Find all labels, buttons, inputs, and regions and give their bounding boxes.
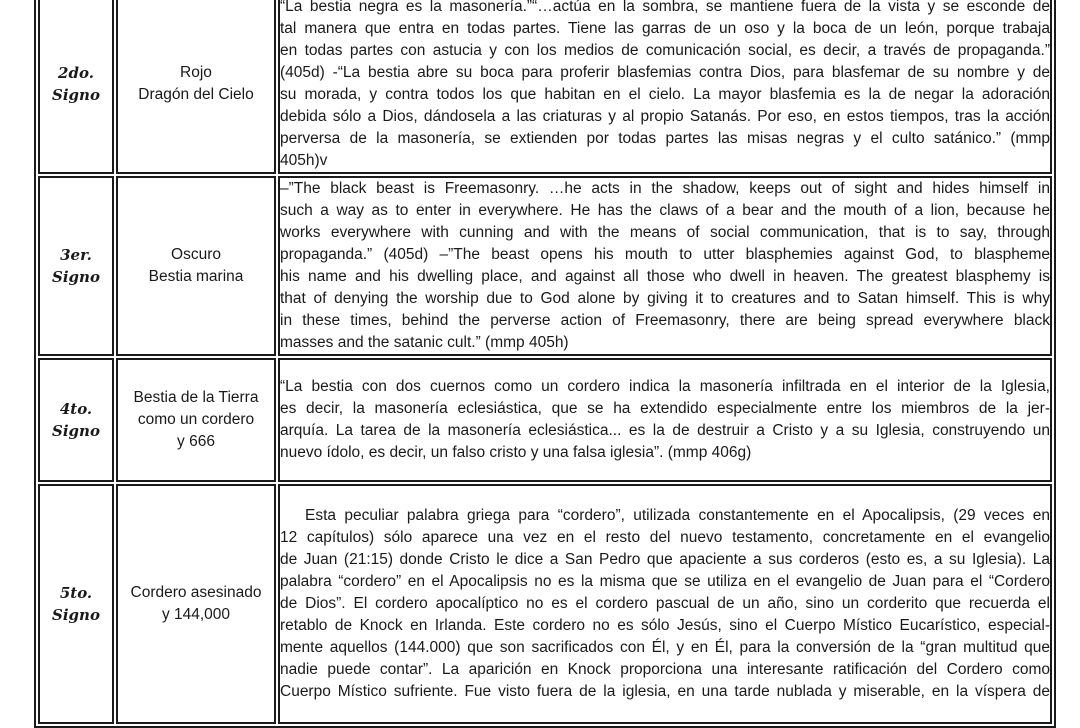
text-line: masses and the satanic cult.” (mmp 405h) bbox=[280, 334, 569, 351]
text-line: en todas partes con astucia y con los medios de comunicación social, es decir, a través de propaganda.” bbox=[280, 42, 1050, 59]
sign-cell bbox=[38, 0, 114, 174]
sign-cell bbox=[38, 484, 114, 724]
name-line: y 666 bbox=[177, 433, 215, 450]
text-line: tal manera que entra en todas partes. Tiene las garras de un oso y la boca de un león, porque trabaja bbox=[280, 20, 1050, 37]
name-line: Bestia marina bbox=[148, 268, 244, 285]
name-line: Rojo bbox=[180, 64, 212, 81]
text-line: Cuerpo Místico sufriente. Fue visto fuera de la iglesia, en una tarde nublada y miserable, en la víspera de bbox=[280, 683, 1050, 700]
text-line: es decir, la masonería eclesiástica, que se ha extendido especialmente entre los miembros de la jer- bbox=[280, 400, 1050, 417]
name-line: Bestia de la Tierra bbox=[133, 389, 259, 406]
sign-cell bbox=[38, 176, 114, 356]
sign-word: Signo bbox=[52, 86, 100, 104]
text-line: –”The black beast is Freemasonry. …he acts in the shadow, keeps out of sight and hides himself in bbox=[280, 180, 1050, 197]
text-line: retablo de Knock en Irlanda. Este cordero no es sólo Jesús, sino el Cuerpo Místico Eucarístico, especial- bbox=[280, 617, 1050, 634]
text-line: Esta peculiar palabra griega para “cordero”, utilizada constantemente en el Apocalipsis, (29 veces en bbox=[280, 507, 1050, 524]
name-line: y 144,000 bbox=[161, 606, 231, 623]
text-line: de Juan (21:15) donde Cristo le dice a San Pedro que apaciente a sus corderos (esto es, a su Iglesia). La bbox=[280, 551, 1050, 568]
sign-word: Signo bbox=[52, 422, 100, 440]
text-line: 405h)v bbox=[280, 152, 328, 169]
table-row bbox=[38, 484, 1052, 724]
sign-number: 3er. bbox=[60, 246, 92, 264]
name-cell bbox=[116, 0, 276, 174]
text-line: in these times, behind the perverse action of Freemasonry, there are being spread everywhere black bbox=[280, 312, 1050, 329]
name-line: como un cordero bbox=[137, 411, 255, 428]
text-line: 12 capítulos) sólo aparece una vez en el resto del nuevo testamento, concretamente en el evangelio bbox=[280, 529, 1050, 546]
name-cell bbox=[116, 176, 276, 356]
signs-table bbox=[34, 0, 1056, 728]
text-line: perversa de la masonería, se extienden por todas partes las misas negras y el culto satánico.” (mmp bbox=[280, 130, 1050, 147]
table-row bbox=[38, 358, 1052, 482]
name-cell bbox=[116, 484, 276, 724]
text-line: “La bestia con dos cuernos como un cordero indica la masonería infiltrada en el interior de la Iglesia, bbox=[280, 378, 1050, 395]
text-cell bbox=[278, 358, 1052, 482]
text-cell bbox=[278, 176, 1052, 356]
text-line: palabra “cordero” en el Apocalipsis no es la misma que se utiliza en el evangelio de Juan para el “Cordero bbox=[280, 573, 1050, 590]
name-line: Oscuro bbox=[171, 246, 221, 263]
text-line: nadie puede contar”. La aparición en Knock proporciona una interesante ratificación del Cordero como bbox=[280, 661, 1050, 678]
text-line: nuevo ídolo, es decir, un falso cristo y una falsa iglesia”. (mmp 406g) bbox=[280, 444, 752, 461]
name-cell bbox=[116, 358, 276, 482]
text-line: propaganda.” (405d) –”The beast opens his mouth to utter blasphemies against God, to blaspheme bbox=[280, 246, 1050, 263]
sign-number: 4to. bbox=[59, 400, 93, 418]
table-row bbox=[38, 0, 1052, 174]
name-line: Dragón del Cielo bbox=[138, 86, 254, 103]
text-line: (405d) -“La bestia abre su boca para proferir blasfemias contra Dios, para blasfemar de su nombre y de bbox=[280, 64, 1050, 81]
text-line: mente aquellos (144.000) que son sacrificados con Él, y en Él, para la conversión de la “gran multitud que bbox=[280, 639, 1050, 656]
text-line: debida sólo a Dios, dándosela a las criaturas y al propio Satanás. Por eso, en estos tiempos, tras la acción bbox=[280, 108, 1050, 125]
sign-number: 5to. bbox=[59, 584, 93, 602]
text-line: arquía. La tarea de la masonería eclesiástica... es la de destruir a Cristo y a su Iglesia, construyendo un bbox=[280, 422, 1050, 439]
text-line: his name and his dwelling place, and against all those who dwell in heaven. The greatest blasphemy is bbox=[280, 268, 1050, 285]
sign-cell bbox=[38, 358, 114, 482]
table-row bbox=[38, 176, 1052, 356]
text-cell bbox=[278, 484, 1052, 724]
text-line: de Dios”. El cordero apocalíptico no es el cordero pascual de un año, sino un corderito que recuerda el bbox=[280, 595, 1050, 612]
text-line: “La bestia negra es la masonería.”“…actúa en la sombra, se mantiene fuera de la vista y se esconde de bbox=[280, 0, 1050, 15]
sign-word: Signo bbox=[52, 268, 100, 286]
sign-word: Signo bbox=[52, 606, 100, 624]
text-line: that of denying the worship due to God alone by giving it to creatures and to Satan himself. This is why bbox=[280, 290, 1050, 307]
text-cell bbox=[278, 0, 1052, 174]
sign-number: 2do. bbox=[58, 64, 94, 82]
text-line: such a way as to enter in everywhere. He has the claws of a bear and the mouth of a lion, because he bbox=[280, 202, 1050, 219]
text-line: works everywhere with cunning and with the means of social communication, that is to say, through bbox=[280, 224, 1050, 241]
name-line: Cordero asesinado bbox=[130, 584, 262, 601]
text-line: su morada, y contra todos los que habitan en el cielo. La mayor blasfemia es la de negar la adoración bbox=[280, 86, 1050, 103]
